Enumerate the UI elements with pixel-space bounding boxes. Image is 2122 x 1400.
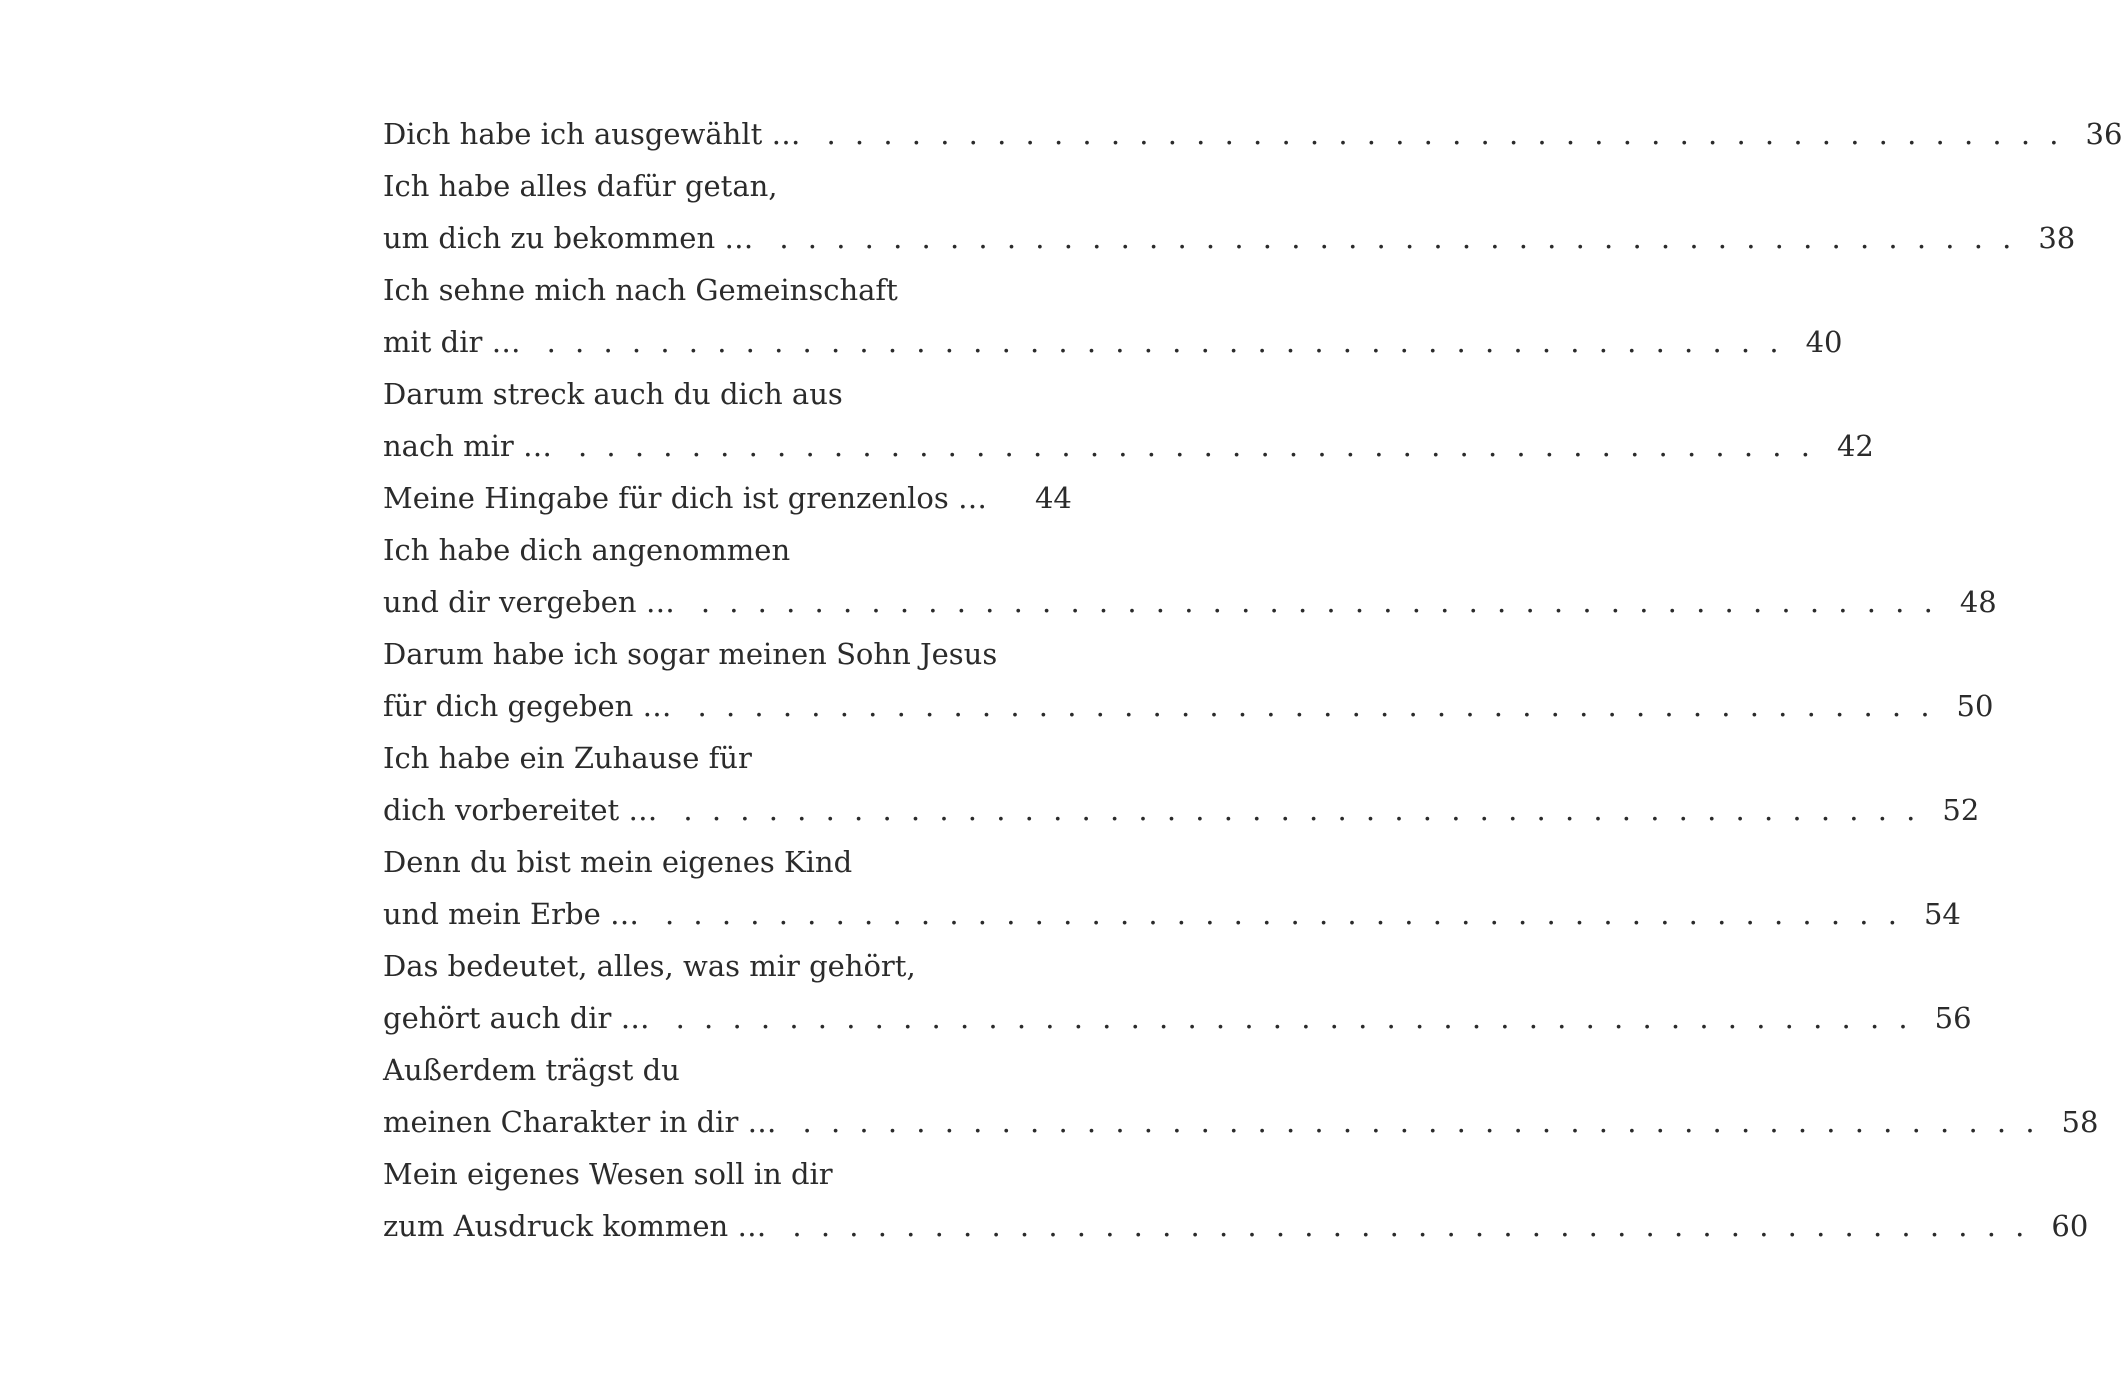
toc-entry-line[interactable] [383, 784, 1980, 836]
toc-entry-line[interactable] [383, 420, 1874, 472]
toc-page-number: 38 [2038, 221, 2076, 255]
toc-entry-title-continued: und dir vergeben … [383, 585, 675, 619]
toc-page-number: 44 [1034, 481, 1072, 515]
toc-page-number: 36 [2085, 117, 2122, 151]
dot-leader: . . . . . . . . . . . . . . . . . . . . . . . . . . . . . . . . . . . . . . . . . . . . [700, 585, 1938, 619]
toc-entry-line[interactable] [383, 524, 1035, 576]
table-of-contents [383, 108, 2122, 1252]
toc-entry-title-continued: meinen Charakter in dir … [383, 1105, 777, 1139]
toc-entry-title: Ich habe alles dafür getan, [383, 169, 778, 203]
toc-page-number: 54 [1923, 897, 1961, 931]
toc-entry-line[interactable] [383, 472, 1072, 524]
toc-entry-title-continued: mit dir … [383, 325, 521, 359]
dot-leader: . . . . . . . . . . . . . . . . . . . . . . . . . . . . . . . . . . . . . . . . . . . . [675, 1001, 1913, 1035]
toc-entry-line[interactable] [383, 732, 1035, 784]
toc-page-number: 52 [1942, 793, 1980, 827]
toc-entry-line[interactable] [383, 992, 1972, 1044]
toc-entry-title: Darum streck auch du dich aus [383, 377, 843, 411]
toc-entry-title-continued: gehört auch dir … [383, 1001, 650, 1035]
toc-entry-title-continued: für dich gegeben … [383, 689, 672, 723]
toc-entry-line[interactable] [383, 836, 1035, 888]
toc-entry-title-continued: zum Ausdruck kommen … [383, 1209, 767, 1243]
toc-entry-line[interactable] [383, 160, 1035, 212]
toc-entry-title: Das bedeutet, alles, was mir gehört, [383, 949, 916, 983]
toc-entry-title-continued: nach mir … [383, 429, 552, 463]
toc-entry-title: Meine Hingabe für dich ist grenzenlos … [383, 481, 987, 515]
toc-entry-line[interactable] [383, 940, 1035, 992]
toc-page-number: 56 [1934, 1001, 1972, 1035]
toc-entry-line[interactable] [383, 264, 1035, 316]
toc-entry-line[interactable] [383, 212, 2076, 264]
toc-entry-title-continued: dich vorbereitet … [383, 793, 658, 827]
toc-page-number: 42 [1836, 429, 1874, 463]
dot-leader: . . . . . . . . . . . . . . . . . . . . . . . . . . . . . . . . . . . . . . . . . . . . [826, 117, 2064, 151]
toc-entry-title: Außerdem trägst du [383, 1053, 680, 1087]
toc-entry-title: Ich habe ein Zuhause für [383, 741, 752, 775]
toc-page-number: 58 [2061, 1105, 2099, 1139]
toc-entry-title-continued: und mein Erbe … [383, 897, 639, 931]
toc-entry-line[interactable] [383, 108, 2122, 160]
toc-entry-title: Denn du bist mein eigenes Kind [383, 845, 853, 879]
dot-leader: . . . . . . . . . . . . . . . . . . . . . . . . . . . . . . . . . . . . . . . . . . . . [697, 689, 1935, 723]
toc-entry-line[interactable] [383, 628, 1035, 680]
toc-entry-line[interactable] [383, 576, 1997, 628]
toc-page-number: 48 [1959, 585, 1997, 619]
dot-leader: . . . . . . . . . . . . . . . . . . . . . . . . . . . . . . . . . . . . . . . . . . . . [577, 429, 1815, 463]
toc-page-number: 50 [1956, 689, 1994, 723]
toc-entry-line[interactable] [383, 1096, 2099, 1148]
toc-page-number: 60 [2051, 1209, 2089, 1243]
toc-entry-line[interactable] [383, 1044, 1035, 1096]
toc-entry-line[interactable] [383, 316, 1843, 368]
toc-entry-title: Mein eigenes Wesen soll in dir [383, 1157, 833, 1191]
toc-page-number: 40 [1805, 325, 1843, 359]
toc-entry-title: Dich habe ich ausgewählt … [383, 117, 801, 151]
toc-entry-title: Ich sehne mich nach Gemeinschaft [383, 273, 898, 307]
toc-entry-title: Darum habe ich sogar meinen Sohn Jesus [383, 637, 998, 671]
toc-entry-line[interactable] [383, 368, 1035, 420]
toc-entry-line[interactable] [383, 888, 1961, 940]
dot-leader: . . . . . . . . . . . . . . . . . . . . . . . . . . . . . . . . . . . . . . . . . . . . [664, 897, 1902, 931]
dot-leader: . . . . . . . . . . . . . . . . . . . . . . . . . . . . . . . . . . . . . . . . . . . . [792, 1209, 2030, 1243]
dot-leader: . . . . . . . . . . . . . . . . . . . . . . . . . . . . . . . . . . . . . . . . . . . . [683, 793, 1921, 827]
toc-entry-line[interactable] [383, 1200, 2089, 1252]
toc-entry-title: Ich habe dich angenommen [383, 533, 791, 567]
dot-leader: . . . . . . . . . . . . . . . . . . . . . . . . . . . . . . . . . . . . . . . . . . . . [546, 325, 1784, 359]
toc-entry-line[interactable] [383, 1148, 1035, 1200]
dot-leader: . . . . . . . . . . . . . . . . . . . . . . . . . . . . . . . . . . . . . . . . . . . . [779, 221, 2017, 255]
toc-entry-line[interactable] [383, 680, 1994, 732]
toc-entry-title-continued: um dich zu bekommen … [383, 221, 754, 255]
dot-leader: . . . . . . . . . . . . . . . . . . . . . . . . . . . . . . . . . . . . . . . . . . . . [802, 1105, 2040, 1139]
